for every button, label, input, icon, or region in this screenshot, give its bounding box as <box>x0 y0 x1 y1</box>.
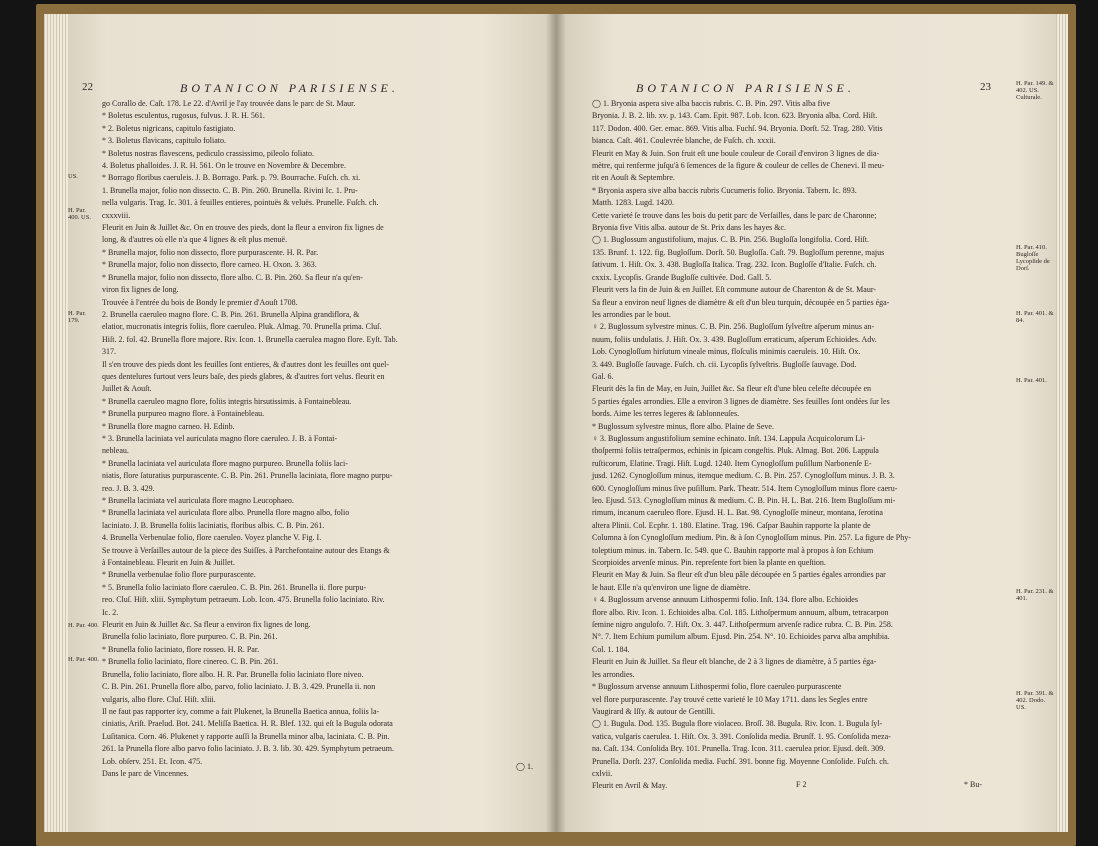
left-margin-note-4: H. Par. 400. <box>68 622 99 629</box>
left-body-text <box>102 98 542 780</box>
page-edges-left <box>44 14 68 832</box>
left-text-line: * Brunella flore magno carneo. H. Edinb. <box>102 421 235 431</box>
left-text-line: elatior, mucronatis integris foliis, flore caeruleo. Pluk. Almag. 70. Prunella prima. Cluſ. <box>102 322 382 332</box>
left-text-line: 4. Boletus phalloides. J. R. H. 561. On le trouve en Novembre & Decembre. <box>102 161 346 171</box>
left-text-line: * Brunella laciniata vel auriculata flore magno Leucophaeo. <box>102 496 294 505</box>
right-page-number: 23 <box>980 81 991 93</box>
left-margin-note-3: H. Par. 179. <box>68 310 86 324</box>
right-text-line: ſemine nigro angulofo. 7. Hiſt. Ox. 3. 447. Lithoſpermum arvenſe radice rubra. C. B. Pin. 258. <box>592 620 893 630</box>
left-text-line: Luſitanica. Corn. 46. Plukenet y rapporte auſſi la Brunella minor alba, laciniata. C. B. Pin. <box>102 731 390 741</box>
right-text-line: Bryonia five Vitis alba. autour de St. Prix dans les hayes &c. <box>592 223 787 233</box>
left-margin-note-2: H. Par. 400. US. <box>68 207 91 221</box>
left-text-line: nella vulgaris. Trag. Ic. 301. à feuilles entieres, pointuës & veluës. Prunelle. Fuſch. ch. <box>102 198 379 208</box>
right-text-line: cxxix. Lycopſis. Grande Bugloſſe cultivée. Dod. Gall. 5. <box>592 272 772 282</box>
right-text-line: Fleurit dès la fin de May, en Juin, Juillet &c. Sa fleur eſt d'une bleu celeſte découpée en <box>592 384 872 394</box>
right-text-line: les arrondies par le bout. <box>592 309 671 319</box>
right-text-line: Matth. 1283. Lugd. 1420. <box>592 198 674 208</box>
right-text-line: ♀ 3. Buglossum angustifolium semine echinato. Inſt. 134. Lappula Acquicolorum Li- <box>592 433 866 443</box>
right-text-line: 3. 449. Bugloſſe ſauvage. Fuſch. ch. cii. Lycopſis ſylveſtris. Bugloſſe ſauvage. Dod. <box>592 359 857 369</box>
right-text-line: cxlvii. <box>592 768 613 778</box>
right-text-line: ◯ 1. Bryonia aspera sive alba baccis rubris. C. B. Pin. 297. Vitis alba five <box>592 99 831 108</box>
right-margin-note-5: H. Par. 231. & 401. <box>1016 588 1054 602</box>
left-text-line: reo. Cluſ. Hiſt. xliii. Symphytum petraeum. Lob. Icon. 475. Brunella folio laciniato. Riv. <box>102 595 385 605</box>
left-text-line: ques dentelures furtout vers leurs baſe, des pieds glabres, & d'autres fort velus. fleurit en <box>102 371 385 381</box>
right-text-line: vatica, vulgaris caerulea. 1. Hiſt. Ox. 3. 391. Conſolida media. Brunſf. 1. 95. Conſolida meza- <box>592 731 891 741</box>
right-text-line: ◯ 1. Buglossum angustifolium, majus. C. B. Pin. 256. Bugloſſa longifolia. Cord. Hiſt. <box>592 235 869 245</box>
right-text-line: bords. Aime les terres legeres & ſablonneuſes. <box>592 409 740 419</box>
right-text-line: jusd. 1262. Cynogloſſum minus, itemque medium. C. B. Pin. 257. Cynogloſſum minus. J. B. 3. <box>592 471 895 481</box>
right-text-line: Fleurit vers la fin de Juin & en Juillet. Eſt commune autour de Charenton & de St. Maur- <box>592 285 877 295</box>
right-text-line: Bryonia. J. B. 2. lib. xv. p. 143. Cam. Epit. 987. Lob. Icon. 623. Bryonia alba. Cord. Hiſt. <box>592 111 878 121</box>
left-text-line: * Borrago floribus caeruleis. J. B. Borrago. Park. p. 79. Bourrache. Fuſch. ch. xi. <box>102 173 361 183</box>
left-text-line: * 3. Boletus flavicans, capitulo foliato. <box>102 136 226 146</box>
right-text-line: les arrondies. <box>592 669 635 679</box>
right-text-line: leo. Ejusd. 513. Cynogloſſum minus & medium. C. B. Pin. H. L. Bat. 216. Item Bugloſſum mi- <box>592 496 896 505</box>
left-text-line: * Brunella caeruleo magno flore, foliis integris hirsutissimis. à Fontainebleau. <box>102 396 352 406</box>
right-text-line: N°. 7. Item Echium pumilum album. Ejusd. Pin. 254. N°. 10. Echioides parva alba amphibia. <box>592 632 890 642</box>
right-running-title: BOTANICON PARISIENSE. <box>636 81 855 95</box>
right-text-line: 5 parties égales arrondies. Elle a environ 3 lignes de diamètre. Ses feuilles ſont ondées ſur les <box>592 396 890 406</box>
right-text-line: 117. Dodon. 400. Ger. emac. 869. Vitis alba. Fuchſ. 94. Bryonia. Dorſt. 52. Trag. 280. Vitis <box>592 123 883 133</box>
right-text-line: Sa fleur a environ neuf lignes de diamètre & eſt d'un bleu turquin, découpée en 5 parties éga- <box>592 297 890 307</box>
right-text-line: mètre, qui renferme juſqu'à 6 ſemences de la figure & couleur de celles de Chenevi. Il meu- <box>592 161 885 171</box>
right-text-line: flore albo. Riv. Icon. 1. Echioides alba. Col. 185. Lithoſpermum annuum, album, tetracarpon <box>592 607 889 617</box>
right-text-line: thoſpermi foliis tetraſpermos, echinis in ſpicam congeſtis. Pluk. Almag. Bot. 206. Lappula <box>592 446 879 456</box>
left-text-line: Hiſt. 2. fol. 42. Brunella flore majore. Riv. Icon. 1. Brunella caerulea magno flore. Eyſt. Tab. <box>102 334 398 344</box>
right-page <box>556 14 1056 832</box>
right-text-line: altera Plinii. Col. Ecphr. 1. 180. Elatine. Trag. 196. Caſpar Bauhin rapporte la plante de <box>592 520 871 530</box>
left-text-line: Fleurit en Juin & Juillet &c. On en trouve des pieds, dont la fleur a environ fix lignes de <box>102 223 384 233</box>
right-text-line: ◯ 1. Bugula. Dod. 135. Bugula flore violaceo. Broſſ. 38. Bugula. Riv. Icon. 1. Bugula ſyl- <box>592 719 883 729</box>
left-text-line: * Boletus nostras flavescens, pediculo crassissimo, pileolo foliato. <box>102 148 314 158</box>
right-signature: F 2 <box>796 780 807 789</box>
left-text-line: * Brunella verbenulae folio flore purpurascente. <box>102 570 256 580</box>
left-text-line: Fleurit en Juin & Juillet &c. Sa fleur a environ fix lignes de long. <box>102 620 311 630</box>
right-text-line: bianca. Caſt. 461. Coulevrée blanche, de Fuſch. ch. xxxii. <box>592 136 776 146</box>
left-catchword: ◯ 1. <box>516 762 533 771</box>
left-text-line: ciniatis, Ariſt. Praelud. Bot. 241. Meliſſa Baetica. H. R. Blef. 132. qui eſt la Bugula odorata <box>102 719 393 729</box>
left-text-line: Il s'en trouve des pieds dont les feuilles ſont entieres, & d'autres dont les feuilles ont quel- <box>102 359 390 369</box>
right-text-line: * Buglossum arvense annuum Lithospermi folio, flore caeruleo purpurascente <box>592 682 842 692</box>
page-edges-right <box>1056 14 1068 832</box>
left-text-line: * 3. Brunella laciniata vel auriculata magno flore caeruleo. J. B. à Fontai- <box>102 433 338 443</box>
right-text-line: * Buglossum sylvestre minus, flore albo. Plaine de Seve. <box>592 421 774 431</box>
right-text-line: 135. Brunf. 1. 122. fig. Bugloſſum. Dorſt. 50. Bugloſſa. Caſt. 79. Bugloſſum perenne, majus <box>592 247 885 257</box>
left-text-line: 261. la Prunella flore albo parvo folio laciniato. J. B. 3. lib. 30. 429. Symphytum petraeum. <box>102 744 394 754</box>
left-text-line: Trouvée à l'entrée du bois de Bondy le premier d'Aouſt 1708. <box>102 297 298 307</box>
left-margin-note-1: US. <box>68 173 78 180</box>
right-text-line: Fleurit en Avril & May. <box>592 781 668 791</box>
right-text-line: ♀ 2. Buglossum sylvestre minus. C. B. Pin. 256. Bugloſſum ſylveſtre aſperum minus an- <box>592 322 875 332</box>
left-text-line: * 2. Boletus nigricans, capitulo fastigiato. <box>102 123 236 133</box>
left-text-line: nebleau. <box>102 446 129 456</box>
left-text-line: * Brunella folio laciniato, flore cinereo. C. B. Pin. 261. <box>102 657 279 667</box>
right-text-line: toleptium minus. in. Tabern. Ic. 549. que C. Bauhin rapporte mal à propos à ſon Echium <box>592 545 874 555</box>
left-text-line: Se trouve à Verſailles autour de la piece des Suiſſes. à Parchefontaine autour des Etangs & <box>102 545 390 555</box>
right-text-line: 600. Cynogloſſum minus ſive puſillum. Park. Theatr. 514. Item Cynogloſſum minus flore caeru- <box>592 483 898 493</box>
right-margin-note-4: H. Par. 401. <box>1016 377 1047 384</box>
right-text-line: Fleurit en Juin & Juillet. Sa fleur eſt blanche, de 2 à 3 lignes de diamètre, à 5 parties éga- <box>592 657 877 667</box>
right-text-line: na. Caſt. 134. Conſolida Bry. 101. Prunella. Trag. Icon. 311. caerulea prior. Ejusd. deſt. 309. <box>592 744 886 754</box>
right-text-line: Lob. Cynogloſſum hirſutum vineale minus, floſculis minimis caeruleis. 10. Hiſt. Ox. <box>592 347 861 357</box>
left-text-line: 4. Brunella Verbenulae folio, flore caeruleo. Voyez planche V. Fig. I. <box>102 533 322 543</box>
right-margin-note-3: H. Par. 401. & 84. <box>1016 310 1054 324</box>
left-text-line: Lob. obſerv. 251. Et. Icon. 475. <box>102 756 203 766</box>
left-text-line: long, & d'autres où elle n'a que 4 lignes & eſt plus menuë. <box>102 235 288 245</box>
right-body-text <box>592 98 1012 793</box>
left-text-line: 2. Brunella caeruleo magno flore. C. B. Pin. 261. Brunella Alpina grandiflora, & <box>102 309 360 319</box>
right-text-line: nuum, foliis undulatis. J. Hiſt. Ox. 3. 439. Bugloſſum erraticum, aſperum Echioides. Adv. <box>592 334 877 344</box>
left-text-line: * Brunella laciniata vel auriculata flore albo. Prunella flore magno albo, folio <box>102 508 350 518</box>
left-text-line: * 5. Brunella folio laciniato flore caeruleo. C. B. Pin. 261. Brunella ii. flore purpu- <box>102 582 367 592</box>
left-text-line: C. B. Pin. 261. Prunella flore albo, parvo, folio laciniato. J. B. 3. 429. Prunella ii. non <box>102 682 376 692</box>
left-page-number: 22 <box>82 81 93 93</box>
right-text-line: vel flore purpurascente. J'ay trouvé cette varieté le 10 May 1711. dans les Segles entre <box>592 694 868 704</box>
left-text-line: Il ne faut pas rapporter icy, comme a fait Plukenet, la Brunella Baetica annua, foliis la- <box>102 706 380 716</box>
right-text-line: ruſticorum, Elatine. Tragi. Hiſt. Lugd. 1240. Item Cynogloſſum puſillum Narbonenſe E- <box>592 458 872 468</box>
left-text-line: * Brunella major, folio non dissecto, flore purpurascente. H. R. Par. <box>102 247 319 257</box>
left-running-title: BOTANICON PARISIENSE. <box>180 81 399 95</box>
right-catchword: * Bu- <box>964 780 982 789</box>
left-text-line: viron fix lignes de long. <box>102 285 179 295</box>
left-margin-note-5: H. Par. 400. <box>68 656 99 663</box>
right-text-line: Col. 1. 184. <box>592 644 630 654</box>
left-text-line: * Boletus esculentus, rugosus, fulvus. J. R. H. 561. <box>102 111 265 121</box>
left-text-line: go Corallo de. Caſt. 178. Le 22. d'Avril je l'ay trouvée dans le parc de St. Maur. <box>102 99 356 108</box>
right-text-line: rimum, incanum caeruleo flore. Ejusd. H. L. Bat. 98. Cynogloſſe mineur, montana, ſerotina <box>592 508 883 518</box>
right-text-line: rit en Aouſt & Septembre. <box>592 173 675 183</box>
left-text-line: * Brunella laciniata vel auriculata flore magno purpureo. Brunella foliis laci- <box>102 458 348 468</box>
right-text-line: Scorpioides arvenſe minus. Pin. repreſente fort bien la plante en queſtion. <box>592 558 826 568</box>
left-page <box>68 14 556 832</box>
right-text-line: Prunella. Dorſt. 237. Conſolida media. Fuchſ. 391. bonne fig. Moyenne Conſolide. Fuſch. ch. <box>592 756 889 766</box>
right-text-line: Cette varieté ſe trouve dans les bois du petit parc de Verſailles, dans le parc de Charonne; <box>592 210 877 220</box>
right-text-line: ♀ 4. Buglossum arvense annuum Lithospermi folio. Inſt. 134. flore albo. Echioides <box>592 595 858 605</box>
left-text-line: * Brunella folio laciniato, flore rosseo. H. R. Par. <box>102 644 260 654</box>
left-text-line: 317. <box>102 347 116 357</box>
left-text-line: Brunella folio laciniato, flore purpureo. C. B. Pin. 261. <box>102 632 278 642</box>
right-text-line: ſativum. 1. Hiſt. Ox. 3. 438. Bugloſſa Italica. Trag. 232. Icon. Bugloſſe d'Italie. Fuſch. ch. <box>592 260 877 270</box>
left-text-line: niatis, flore ſaturatius purpurascente. C. B. Pin. 261. Prunella laciniata, flore magno purpu- <box>102 471 393 481</box>
right-margin-note-2: H. Par. 410. Bugloſſe Lycopſide de Dorſ. <box>1016 244 1050 272</box>
right-margin-note-6: H. Par. 391. & 402. Dodo. US. <box>1016 690 1054 711</box>
left-text-line: * Brunella major, folio non dissecto, flore albo. C. B. Pin. 260. Sa fleur n'a qu'en- <box>102 272 363 282</box>
right-text-line: Gal. 6. <box>592 371 614 381</box>
left-text-line: Brunella, folio laciniato, flore albo. H. R. Par. Brunella folio laciniato flore niveo. <box>102 669 364 679</box>
left-text-line: cxxxviii. <box>102 210 131 220</box>
left-text-line: vulgaris, albo flore. Cluſ. Hiſt. xliii. <box>102 694 216 704</box>
right-text-line: Fleurit en May & Juin. Son fruit eſt une boule couleur de Corail d'environ 3 lignes de dia- <box>592 148 880 158</box>
left-text-line: 1. Brunella major, folio non dissecto. C. B. Pin. 260. Brunella. Rivini Ic. 1. Pru- <box>102 185 358 195</box>
left-text-line: Ic. 2. <box>102 607 119 617</box>
right-text-line: Fleurit en May & Juin. Sa fleur eſt d'un bleu pâle découpée en 5 parties égales arrondies par <box>592 570 886 580</box>
right-text-line: * Bryonia aspera sive alba baccis rubris Cucumeris folio. Bryonia. Tabern. Ic. 893. <box>592 185 857 195</box>
right-text-line: Columna à ſon Cynogloſſum medium. Pin. & à ſon Cynogloſſum minus. Pin. 257. La figure de Phy- <box>592 533 911 543</box>
left-text-line: Dans le parc de Vincennes. <box>102 768 189 778</box>
left-text-line: laciniato. J. B. Brunella foliis laciniatis, floribus albis. C. B. Pin. 261. <box>102 520 325 530</box>
left-text-line: à Fontainebleau. Fleurit en Juin & Juillet. <box>102 558 235 568</box>
left-text-line: * Brunella purpureo magno flore. à Fontainebleau. <box>102 409 265 419</box>
left-text-line: reo. J. B. 3. 429. <box>102 483 155 493</box>
left-text-line: * Brunella major, folio non dissecto, flore carneo. H. Oxon. 3. 363. <box>102 260 317 270</box>
right-margin-note-1: H. Par. 149. & 402. US. Culturale. <box>1016 80 1054 101</box>
book-gutter <box>546 14 566 832</box>
right-text-line: le haut. Elle n'a qu'environ une ligne de diamètre. <box>592 582 751 592</box>
left-text-line: Juillet & Aouſt. <box>102 384 152 394</box>
right-text-line: Vaugirard & Iſſy. & autour de Gentilli. <box>592 706 716 716</box>
